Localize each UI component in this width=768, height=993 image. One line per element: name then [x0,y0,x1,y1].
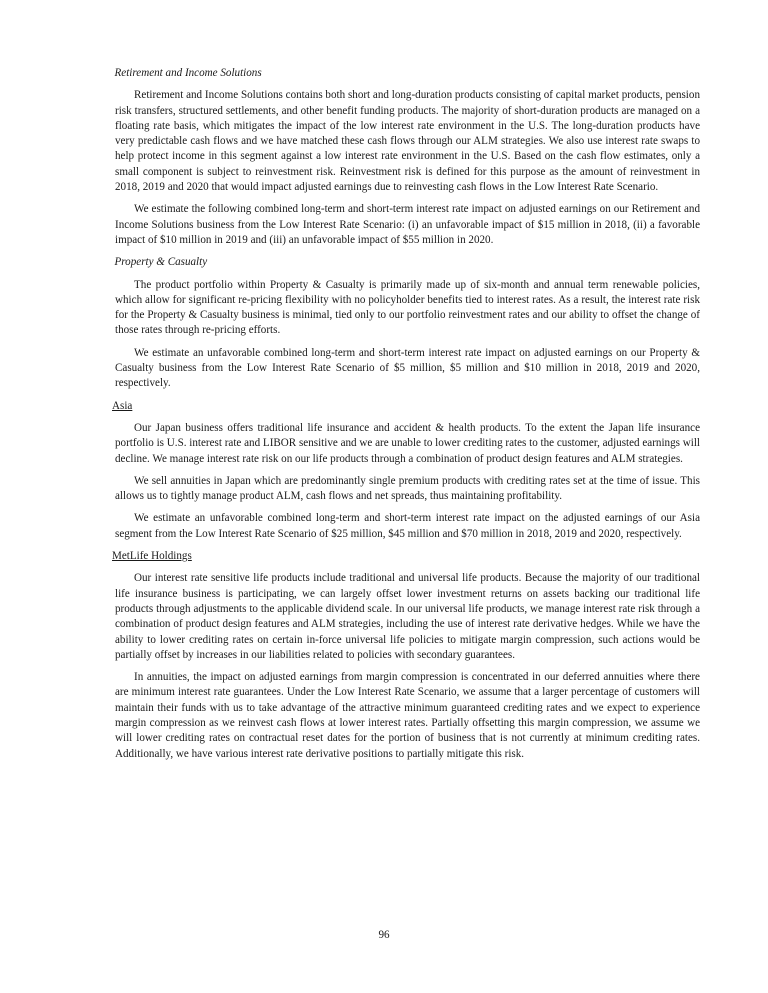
paragraph-metlife-life-products: Our interest rate sensitive life products include traditional and universal life products. Because the majority of our traditional life insurance business is participating, we can largely offset lower investment returns on assets backing our traditional life products through adjustments to the applicable dividend scale. In our universal life products, we manage interest rate risk through a combination of product design features and ALM strategies, including the use of interest rate derivative hedges. While we have the ability to lower crediting rates on certain in-force universal life policies to mitigate margin compression, such actions would be partially offset by increases in our liabilities related to policies with secondary guarantees. [115,572,700,661]
paragraph-asia-estimate: We estimate an unfavorable combined long-term and short-term interest rate impact on the adjusted earnings of our Asia segment from the Low Interest Rate Scenario of $25 million, $45 million and $70 million in 2018, 2019 and 2020, respectively. [115,512,700,540]
paragraph-metlife-annuities: In annuities, the impact on adjusted earnings from margin compression is concentrated in our deferred annuities where there are minimum interest rate guarantees. Under the Low Interest Rate Scenario, we assume that a larger percentage of customers will maintain their funds with us to take advantage of the attractive minimum guaranteed crediting rates and we expect to experience margin compression as we reinvest cash flows at lower interest rates. Partially offsetting this margin compression, we assume we will lower crediting rates on contractual reset dates for the portion of business that is not currently at minimum crediting rates. Additionally, we have various interest rate derivative positions to partially mitigate this risk. [115,671,700,760]
paragraph-pc-overview: The product portfolio within Property & Casualty is primarily made up of six-month and annual term renewable policies, which allow for significant re-pricing flexibility with no policyholder benefits tied to interest rates. As a result, the interest rate risk for the Property & Casualty business is minimal, tied only to our portfolio reinvestment rates and our ability to offset the change of those rates through re-pricing efforts. [115,278,700,337]
paragraph-asia-annuities: We sell annuities in Japan which are predominantly single premium products with crediting rates set at the time of issue. This allows us to tightly manage product ALM, cash flows and net spreads, thus maintaining profitability. [115,474,700,503]
section-heading-retirement-income-solutions: Retirement and Income Solutions [114,67,262,79]
section-heading-metlife-holdings: MetLife Holdings [112,550,192,563]
paragraph-ris-estimate: We estimate the following combined long-term and short-term interest rate impact on adjusted earnings on our Retirement and Income Solutions business from the Low Interest Rate Scenario: (i) an unfavorable impact of $15 million in 2018, (ii) a favorable impact of $10 million in 2019 and (iii) an unfavorable impact of $55 million in 2020. [115,203,700,246]
page-number: 96 [378,929,390,941]
document-page [112,66,700,762]
paragraph-pc-estimate: We estimate an unfavorable combined long-term and short-term interest rate impact on adjusted earnings on our Property & Casualty business from the Low Interest Rate Scenario of $5 million, $5 million and $10 million in 2018, 2019 and 2020, respectively. [115,346,700,390]
paragraph-asia-overview: Our Japan business offers traditional life insurance and accident & health products. To the extent the Japan life insurance portfolio is U.S. interest rate and LIBOR sensitive and we are unable to lower crediting rates to the customer, adjusted earnings will decline. We manage interest rate risk on our life products through a combination of product design features and ALM strategies. [115,421,700,465]
paragraph-ris-overview: Retirement and Income Solutions contains both short and long-duration products consisting of capital market products, pension risk transfers, structured settlements, and other benefit funding products. The majority of short-duration products are managed on a floating rate basis, which mitigates the impact of the low interest rate environment in the U.S. The long-duration products have very predictable cash flows and we have matched these cash flows through our ALM strategies. We also use interest rate swaps to help protect income in this segment against a low interest rate environment in the U.S. Based on the cash flow estimates, only a small component is subject to reinvestment risk. Reinvestment risk is defined for this purpose as the amount of reinvestment in 2018, 2019 and 2020 that would impact adjusted earnings due to reinvesting cash flows in the Low Interest Rate Scenario. [115,89,700,194]
section-heading-asia: Asia [112,399,133,412]
section-heading-property-casualty: Property & Casualty [114,256,208,269]
